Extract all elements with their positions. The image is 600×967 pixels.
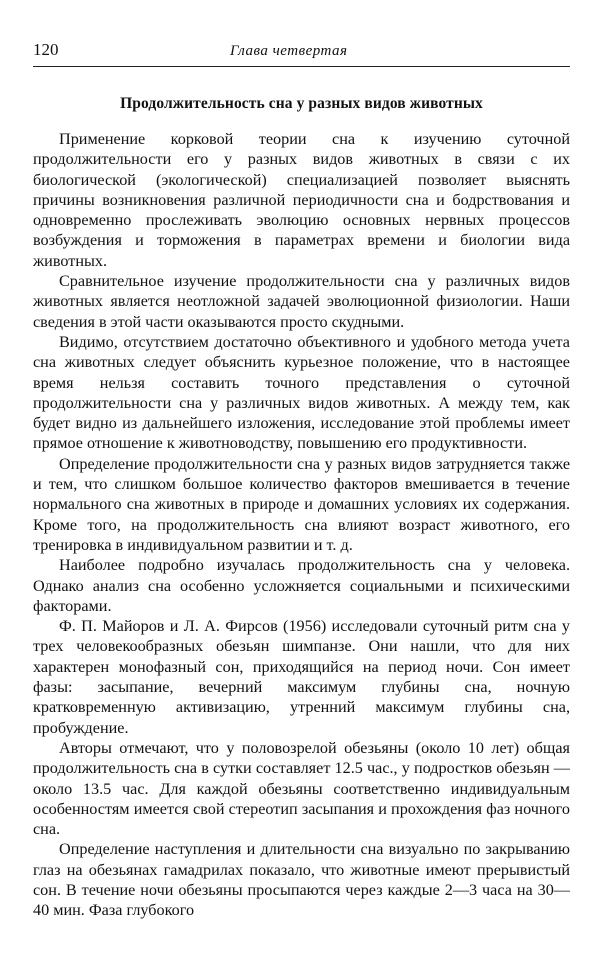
paragraph: Наиболее подробно изучалась продолжительность сна у человека. Однако анализ сна особенно усложняется социальными и психическими факторами. bbox=[33, 556, 570, 615]
paragraph: Определение продолжительности сна у разных видов затрудняется также и тем, что слишком большое количество факторов вмешивается в течение нормального сна животных в природе и домашних условиях их содержания. Кроме того, на продолжительность сна влияют возраст животного, его тренировка в индивидуальном развитии и т. д. bbox=[33, 454, 570, 554]
page-header bbox=[33, 40, 570, 67]
running-title: Глава четвертая bbox=[230, 43, 348, 59]
book-page bbox=[33, 40, 570, 921]
paragraph: Ф. П. Майоров и Л. А. Фирсов (1956) исследовали суточный ритм сна у трех человекообразных обезьян шимпанзе. Они нашли, что для них характерен монофазный сон, приходящийся на период ночи. Сон имеет фазы: засыпание, вечерний максимум глубины сна, ночную кратковременную активизацию, утренний максимум глубины сна, пробуждение. bbox=[33, 617, 570, 737]
paragraph: Применение корковой теории сна к изучению суточной продолжительности его у разных видов животных в связи с их биологической (экологической) специализацией позволяет выяснять причины возникновения различной периодичности сна и бодрствования и одновременно прослеживать эволюцию основных нервных процессов возбуждения и торможения в параметрах времени и биологии вида животных. bbox=[33, 130, 570, 270]
paragraph: Определение наступления и длительности сна визуально по закрыванию глаз на обезьянах гамадрилах показало, что животные имеют прерывистый сон. В течение ночи обезьяны просыпаются через каждые 2—3 часа на 30—40 мин. Фаза глубокого bbox=[33, 840, 570, 920]
body-text bbox=[33, 129, 570, 921]
paragraph: Видимо, отсутствием достаточно объективного и удобного метода учета сна животных следует объяснить курьезное положение, что в настоящее время нельзя составить точного представления о суточной продолжительности сна у различных видов животных. А между тем, как будет видно из дальнейшего изложения, исследование этой проблемы имеет прямое отношение к животноводству, повышению его продуктивности. bbox=[33, 332, 570, 453]
paragraph: Сравнительное изучение продолжительности сна у различных видов животных является неотложной задачей эволюционной физиологии. Наши сведения в этой части оказываются просто скудными. bbox=[33, 272, 570, 331]
section-title: Продолжительность сна у разных видов животных bbox=[120, 95, 483, 112]
paragraph: Авторы отмечают, что у половозрелой обезьяны (около 10 лет) общая продолжительность сна в сутки составляет 12.5 час., у подростков обезьян — около 13.5 час. Для каждой обезьяны соответственно индивидуальным особенностям имеется свой стереотип засыпания и прохождения фаз ночного сна. bbox=[33, 738, 570, 839]
page-number: 120 bbox=[33, 40, 59, 59]
